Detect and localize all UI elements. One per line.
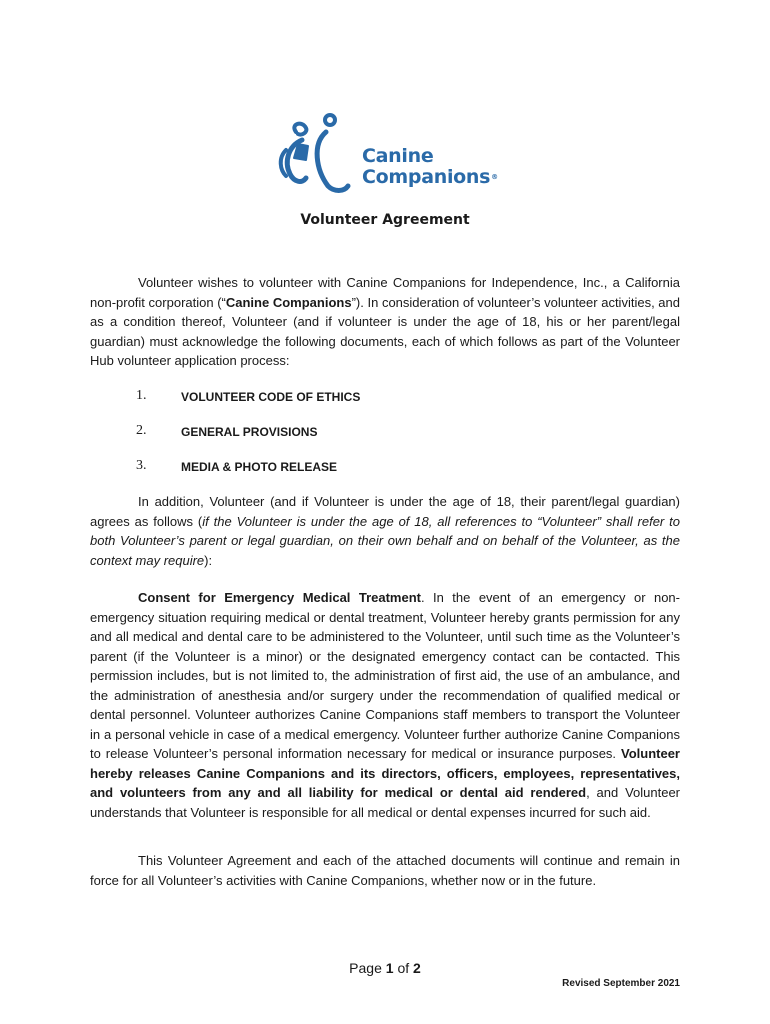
logo-line-2 (362, 167, 498, 188)
registered-mark: ® (491, 173, 498, 181)
list-item-label: VOLUNTEER CODE OF ETHICS (181, 390, 361, 404)
logo-wordmark (362, 146, 498, 188)
addition-paragraph (90, 492, 680, 570)
consent-release-text: Volunteer hereby releases Canine Companions and its directors, officers, employees, representatives, and volunteers from any and all liability for medical or dental aid rendered (90, 746, 680, 800)
consent-text-a: . In the event of an emergency or non-emergency situation requiring medical or dental treatment, Volunteer hereby grants permission for any and all medical and dental care to be administered to the Volunteer, until such time as the Volunteer’s parent (if the Volunteer is a minor) or the designated emergency contact can be contacted. This permission includes, but is not limited to, the administration of first aid, the use of an ambulance, and the administration of anesthesia and/or surgery under the recommendation of qualified medical or dental personnel. Volunteer authorizes Canine Companions staff members to transport the Volunteer in a personal vehicle in case of a medical emergency. Volunteer further authorize Canine Companions to release Volunteer’s personal information necessary for medical or insurance purposes. (90, 590, 680, 761)
page-prefix: Page (349, 960, 386, 976)
page-number (0, 960, 770, 976)
addition-italic-text: if the Volunteer is under the age of 18, all references to “Volunteer” shall refer to both Volunteer’s parent or legal guardian, on their own behalf and on behalf of the Volunteer, as the context may require (90, 513, 680, 568)
consent-heading: Consent for Emergency Medical Treatment (138, 590, 421, 605)
page-total: 2 (413, 960, 421, 976)
document-title: Volunteer Agreement (300, 212, 470, 228)
consent-text-c: , and Volunteer understands that Volunteer is responsible for all medical or dental expenses incurred for such aid. (90, 785, 681, 820)
logo-line-2-text: Companions (362, 166, 491, 188)
list-item (136, 388, 636, 423)
list-item-number: 2. (136, 423, 147, 438)
list-item (136, 458, 636, 493)
list-item-label: MEDIA & PHOTO RELEASE (181, 460, 338, 474)
intro-paragraph (90, 273, 680, 371)
revised-date: Revised September 2021 (562, 978, 680, 989)
intro-text-c: ”). In consideration of volunteer’s volunteer activities, and as a condition thereof, Volunteer (and if volunteer is under the age of 18, his or her parent/legal guardian) must acknowledge the following documents, each of which follows as part of the Volunteer Hub volunteer application process: (90, 294, 680, 368)
list-item-label: GENERAL PROVISIONS (181, 425, 318, 439)
addition-text-c: ): (204, 552, 213, 568)
dog-and-person-icon (272, 110, 358, 196)
page-current: 1 (385, 960, 394, 976)
logo-line-1: Canine (362, 145, 434, 167)
addition-text-a: In addition, Volunteer (and if Volunteer is under the age of 18, their parent/legal guardian) agrees as follows ( (90, 494, 680, 529)
list-item-number: 3. (136, 458, 147, 473)
page-of: of (393, 960, 414, 976)
canine-companions-logo (272, 110, 504, 196)
list-item (136, 423, 636, 458)
closing-paragraph: This Volunteer Agreement and each of the attached documents will continue and remain in force for all Volunteer’s activities with Canine Companions, whether now or in the future. (90, 853, 680, 888)
intro-text-a: Volunteer wishes to volunteer with Canine Companions for Independence, Inc., a California non-profit corporation (“ (90, 275, 680, 310)
list-item-number: 1. (136, 388, 147, 403)
consent-paragraph (90, 588, 680, 822)
documents-list (136, 388, 636, 493)
intro-defined-term: Canine Companions (225, 294, 352, 310)
